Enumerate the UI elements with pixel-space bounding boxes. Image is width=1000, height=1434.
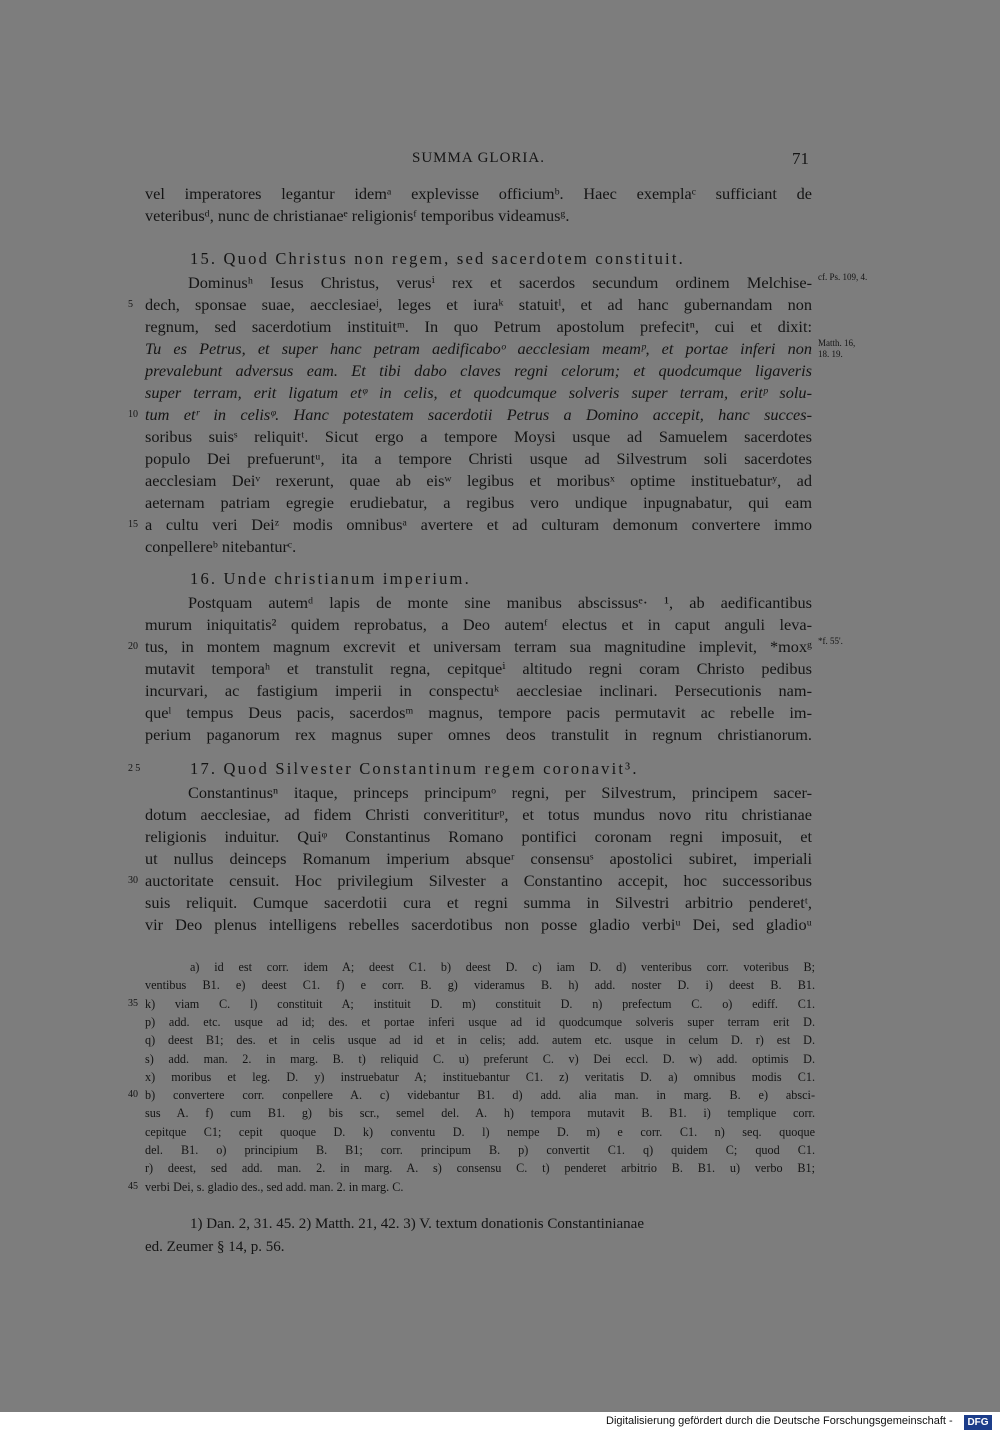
apparatus-line-content: q) deest B1; des. et in celis usque ad id et in celis; add. autem etc. usque in celum D. r) est D.	[145, 1033, 815, 1048]
text-line-content: dech, sponsae suae, aecclesiaeʲ, leges et iuraᵏ statuitˡ, et ad hanc gubernandam non	[145, 295, 812, 314]
digitization-credit-bar	[0, 1412, 1000, 1434]
page-header	[0, 150, 1000, 172]
apparatus-line	[0, 1031, 1000, 1049]
dfg-logo: DFG	[964, 1415, 992, 1430]
text-line	[0, 892, 1000, 914]
text-line	[0, 205, 1000, 227]
margin-reference: *f. 55'.	[818, 636, 843, 646]
text-line	[0, 448, 1000, 470]
line-number: 15	[128, 519, 138, 530]
text-line-content: Dominusʰ Iesus Christus, verusⁱ rex et sacerdos secundum ordinem Melchise-	[188, 273, 812, 292]
apparatus-line-content: x) moribus et leg. D. y) instruebatur A; instituebantur C1. z) veritatis D. a) omnibus modis C1.	[145, 1069, 815, 1084]
text-line	[0, 804, 1000, 826]
text-line	[0, 782, 1000, 804]
text-line	[0, 360, 1000, 382]
text-line	[0, 382, 1000, 404]
section-heading	[0, 758, 1000, 780]
apparatus-line-content: ventibus B1. e) deest C1. f) e corr. B. g) videramus B. h) add. noster D. i) deest B. B1.	[145, 978, 815, 993]
text-line-content: tus, in montem magnum excrevit et universam terram sua magnitudine implevit, *moxᵍ	[145, 637, 812, 656]
apparatus-line	[0, 995, 1000, 1013]
text-line	[0, 848, 1000, 870]
text-line	[0, 914, 1000, 936]
apparatus-line	[0, 1104, 1000, 1122]
text-line	[0, 272, 1000, 294]
line-number: 35	[128, 997, 138, 1009]
text-line-content: tum etʳ in celisᵠ. Hanc potestatem sacerdotii Petrus a Domino accepit, hanc succes-	[145, 405, 812, 424]
apparatus-line	[0, 1013, 1000, 1031]
text-line-content: murum iniquitatis² quidem reprobatus, a Deo autemᶠ electus et in caput anguli leva-	[145, 615, 812, 634]
text-line-content: super terram, erit ligatum etᵠ in celis, et quodcumque solveris super terram, eritᵖ solu-	[145, 383, 812, 402]
text-line-content: aecclesiam Deiᵛ rexerunt, quae ab eisʷ legibus et moribusˣ optime instituebaturʸ, ad	[145, 471, 812, 490]
apparatus-line-content: sus A. f) cum B1. g) bis scr., semel del. A. h) tempora mutavit B. B1. i) templique corr.	[145, 1106, 815, 1121]
text-line-content: prevalebunt adversus eam. Et tibi dabo claves regni celorum; et quodcumque ligaveris	[145, 361, 812, 380]
text-line	[0, 536, 1000, 558]
text-line-content: populo Dei prefueruntᵘ, ita a tempore Christi usque ad Silvestrum soli sacerdotes	[145, 449, 812, 468]
line-number: 40	[128, 1089, 138, 1101]
text-line	[0, 680, 1000, 702]
text-line-content: veteribusᵈ, nunc de christianaeᵉ religionisᶠ temporibus videamusᵍ.	[145, 206, 570, 225]
apparatus-line	[0, 1159, 1000, 1177]
text-line-content: suis reliquit. Cumque sacerdotii cura et regni summa in Silvestri arbitrio penderetᵗ,	[145, 893, 812, 912]
text-line	[0, 658, 1000, 680]
text-line	[0, 636, 1000, 658]
text-line	[0, 614, 1000, 636]
text-line-content: religionis induitur. Quiᵠ Constantinus Romano pontifici coronam regni imposuit, et	[145, 827, 812, 846]
apparatus-line-content: cepitque C1; cepit quoque D. k) conventu D. l) nempe D. m) e corr. C1. n) seq. quoque	[145, 1124, 815, 1139]
source-note-line	[0, 1213, 1000, 1235]
margin-reference: Matth. 16, 18. 19.	[818, 338, 856, 359]
text-line-content: ut nullus deinceps Romanum imperium absqueʳ consensuˢ apostolici subiret, imperiali	[145, 849, 812, 868]
text-line-content: soribus suisˢ reliquitᵗ. Sicut ergo a tempore Moysi usque ad Samuelem sacerdotes	[145, 427, 812, 446]
text-line-content: Tu es Petrus, et super hanc petram aedificaboᵒ aecclesiam meamᵖ, et portae inferi non	[145, 339, 812, 358]
line-number: 25	[128, 763, 143, 774]
apparatus-line	[0, 1068, 1000, 1086]
text-line	[0, 514, 1000, 536]
text-line	[0, 492, 1000, 514]
section-heading-text: 17. Quod Silvester Constantinum regem coronavit³.	[190, 759, 639, 778]
text-line	[0, 724, 1000, 746]
text-line-content: auctoritate censuit. Hoc privilegium Silvester a Constantino accepit, hoc successoribus	[145, 871, 812, 890]
apparatus-line-content: del. B1. o) principium B. B1; corr. principum B. p) convertit C1. q) quidem C; quod C1.	[145, 1143, 815, 1157]
apparatus-line-content: k) viam C. l) constituit A; instituit D. m) constituit D. n) prefectum C. o) ediff. C1.	[145, 996, 815, 1011]
line-number: 45	[128, 1180, 138, 1192]
apparatus-line-content: a) id est corr. idem A; deest C1. b) deest D. c) iam D. d) venteribus corr. voteribus B;	[190, 960, 815, 974]
apparatus-line	[0, 1178, 1000, 1196]
text-line	[0, 702, 1000, 724]
apparatus-line-content: r) deest, sed add. man. 2. in marg. A. s) consensu C. t) penderet arbitrio B. B1. u) verbo B1;	[145, 1161, 815, 1176]
text-line-content: dotum aecclesiae, ad fidem Christi converititurᵖ, et totus mundus novo ritu christianae	[145, 805, 812, 824]
text-line-content: Constantinusⁿ itaque, princeps principumᵒ regni, per Silvestrum, principem sacer-	[188, 783, 812, 802]
section-heading	[0, 568, 1000, 590]
text-line-content: incurvari, ac fastigium imperii in conspectuᵏ aecclesiae inclinari. Persecutionis nam-	[145, 681, 812, 700]
apparatus-line-content: s) add. man. 2. in marg. B. t) reliquid C. u) preferunt C. v) Dei eccl. D. w) add. optimis D.	[145, 1051, 815, 1066]
line-number: 30	[128, 875, 138, 886]
apparatus-line	[0, 1050, 1000, 1068]
text-line-content: vir Deo plenus intelligens rebelles sacerdotibus non posse gladio verbiᵘ Dei, sed gladioᵘ	[145, 915, 812, 934]
text-line-content: regnum, sed sacerdotium instituitᵐ. In quo Petrum apostolum prefecitⁿ, cui et dixit:	[145, 317, 812, 336]
text-line	[0, 426, 1000, 448]
text-line	[0, 338, 1000, 360]
apparatus-line	[0, 1123, 1000, 1141]
text-line-content: queˡ tempus Deus pacis, sacerdosᵐ magnus, tempore pacis permutavit ac rebelle im-	[145, 703, 812, 722]
section-heading	[0, 248, 1000, 270]
text-line	[0, 183, 1000, 205]
apparatus-line-content: p) add. etc. usque ad id; des. et portae inferi usque ad id quodcumque solveris super terram erit D.	[145, 1014, 815, 1029]
text-line	[0, 592, 1000, 614]
apparatus-line	[0, 1141, 1000, 1159]
text-line-content: vel imperatores legantur idemᵃ explevisse officiumᵇ. Haec exemplaᶜ sufficiant de	[145, 184, 812, 203]
apparatus-line-content: b) convertere corr. conpellere A. c) videbantur B1. d) add. alia man. in marg. B. e) absci-	[145, 1088, 815, 1103]
line-number: 5	[128, 299, 133, 310]
line-number: 20	[128, 641, 138, 652]
text-line-content: conpellereᵇ nitebanturᶜ.	[145, 537, 297, 556]
apparatus-line-content: verbi Dei, s. gladio des., sed add. man. 2. in marg. C.	[145, 1179, 404, 1194]
source-note-content: 1) Dan. 2, 31. 45. 2) Matth. 21, 42. 3) V. textum donationis Constantinianae	[190, 1216, 644, 1232]
text-line	[0, 826, 1000, 848]
apparatus-line	[0, 958, 1000, 976]
section-heading-text: 16. Unde christianum imperium.	[190, 569, 471, 588]
text-line-content: perium paganorum rex magnus super omnes deos transtulit in regnum christianorum.	[145, 725, 812, 744]
text-line	[0, 470, 1000, 492]
text-line-content: Postquam autemᵈ lapis de monte sine manibus abscissusᵉ· ¹, ab aedificantibus	[188, 593, 812, 612]
source-note-line	[0, 1236, 1000, 1258]
text-line-content: aeternam patriam egregie erudiebatur, a regibus vero undique inpugnabatur, qui eam	[145, 493, 812, 512]
text-line	[0, 870, 1000, 892]
text-line	[0, 404, 1000, 426]
text-line	[0, 294, 1000, 316]
page-number: 71	[792, 149, 809, 168]
text-line-content: mutavit temporaʰ et transtulit regna, cepitqueⁱ altitudo regni coram Christo pedibus	[145, 659, 812, 678]
text-line	[0, 316, 1000, 338]
section-heading-text: 15. Quod Christus non regem, sed sacerdotem constituit.	[190, 249, 685, 268]
apparatus-line	[0, 1086, 1000, 1104]
running-title: SUMMA GLORIA.	[412, 150, 546, 166]
margin-reference: cf. Ps. 109, 4.	[818, 272, 868, 282]
text-line-content: a cultu veri Deiᶻ modis omnibusᵃ avertere et ad culturam demonum convertere immo	[145, 515, 812, 534]
digitization-credit: Digitalisierung gefördert durch die Deutsche Forschungsgemeinschaft -	[606, 1415, 953, 1427]
apparatus-line	[0, 976, 1000, 994]
source-note-content: ed. Zeumer § 14, p. 56.	[145, 1239, 285, 1255]
line-number: 10	[128, 409, 138, 420]
